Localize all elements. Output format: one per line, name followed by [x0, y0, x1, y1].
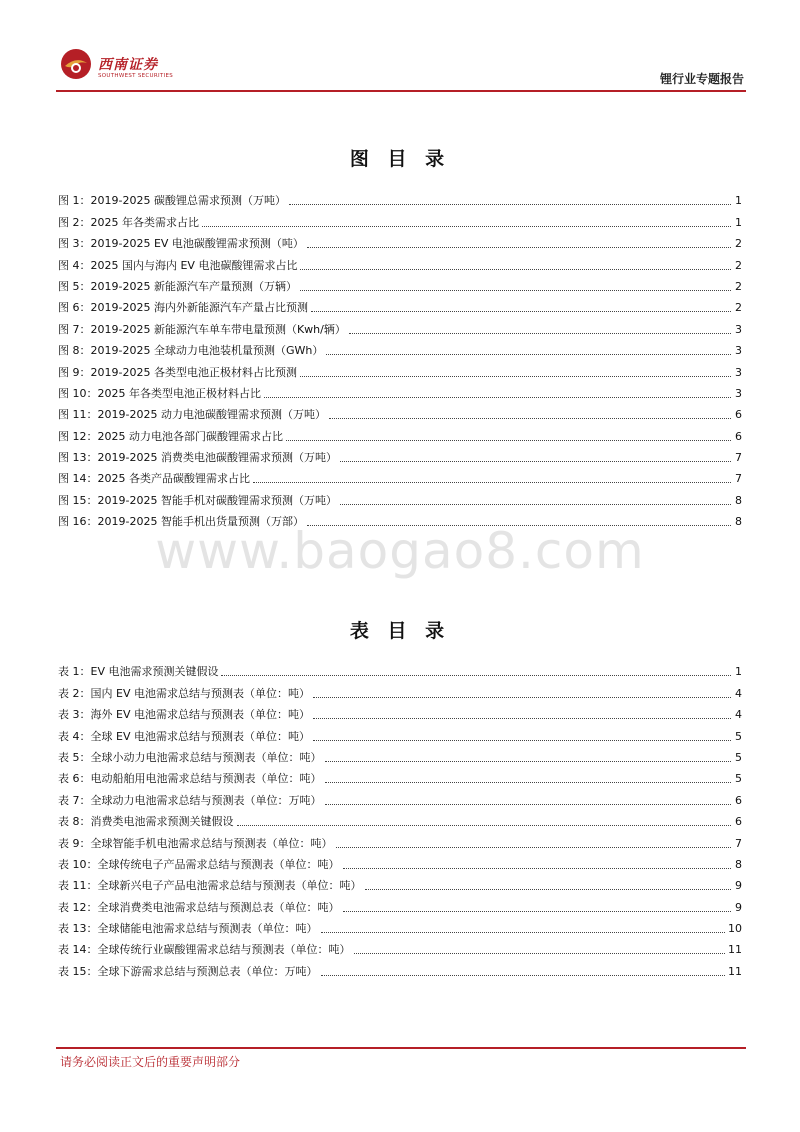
dot-leader: [307, 247, 731, 248]
table-entry-page-number: 5: [735, 729, 742, 743]
figure-entry-label: 图 9：2019-2025 各类型电池正极材料占比预测: [58, 365, 297, 379]
figure-entry-page-number: 2: [735, 258, 742, 272]
table-entry-label: 表 1：EV 电池需求预测关键假设: [58, 665, 219, 679]
dot-leader: [321, 975, 726, 976]
table-list-title: 表 目 录: [349, 620, 451, 642]
figure-entry[interactable]: [58, 187, 742, 208]
header-divider: [56, 90, 746, 92]
figure-entry[interactable]: [58, 273, 742, 294]
table-entry[interactable]: [58, 915, 742, 936]
dot-leader: [354, 953, 726, 954]
dot-leader: [365, 889, 732, 890]
table-entry-page-number: 11: [728, 964, 742, 978]
table-entry-page-number: 6: [735, 793, 742, 807]
figure-entry[interactable]: [58, 294, 742, 315]
dot-leader: [325, 804, 732, 805]
figure-entry-label: 图 14：2025 各类产品碳酸锂需求占比: [58, 472, 250, 486]
table-entry-page-number: 5: [735, 772, 742, 786]
report-type: 锂行业专题报告: [659, 72, 744, 86]
figure-entry[interactable]: [58, 208, 742, 229]
table-entry-page-number: 9: [735, 879, 742, 893]
figure-entry-label: 图 8：2019-2025 全球动力电池装机量预测（GWh）: [58, 344, 324, 358]
dot-leader: [343, 868, 732, 869]
figure-entry-label: 图 16：2019-2025 智能手机出货量预测（万部）: [58, 515, 304, 529]
table-entry-label: 表 7：全球动力电池需求总结与预测表（单位：万吨）: [58, 793, 322, 807]
table-entry[interactable]: [58, 808, 742, 829]
table-entry-page-number: 4: [735, 686, 742, 700]
figure-entry-page-number: 2: [735, 301, 742, 315]
table-entry-page-number: 5: [735, 750, 742, 764]
dot-leader: [340, 461, 731, 462]
table-entry[interactable]: [58, 722, 742, 743]
figure-entry[interactable]: [58, 251, 742, 272]
figure-entry-page-number: 1: [735, 194, 742, 208]
dot-leader: [313, 697, 731, 698]
table-entry-label: 表 3：海外 EV 电池需求总结与预测表（单位：吨）: [58, 708, 310, 722]
dot-leader: [253, 482, 731, 483]
figure-entry[interactable]: [58, 401, 742, 422]
dot-leader: [311, 311, 731, 312]
figure-entry[interactable]: [58, 486, 742, 507]
dot-leader: [300, 376, 731, 377]
table-list: [58, 658, 742, 979]
figure-entry-page-number: 1: [735, 215, 742, 229]
table-entry[interactable]: [58, 765, 742, 786]
figure-entry-label: 图 2：2025 年各类需求占比: [58, 215, 199, 229]
figure-entry-page-number: 6: [735, 408, 742, 422]
dot-leader: [343, 911, 732, 912]
figure-entry-page-number: 3: [735, 386, 742, 400]
table-entry[interactable]: [58, 658, 742, 679]
table-entry-label: 表 12：全球消费类电池需求总结与预测总表（单位：吨）: [58, 900, 340, 914]
dot-leader: [289, 204, 731, 205]
figure-entry[interactable]: [58, 337, 742, 358]
dot-leader: [329, 418, 731, 419]
table-entry[interactable]: [58, 701, 742, 722]
figure-entry-page-number: 8: [735, 493, 742, 507]
figure-entry-label: 图 15：2019-2025 智能手机对碳酸锂需求预测（万吨）: [58, 493, 337, 507]
dot-leader: [202, 226, 731, 227]
southwest-securities-logo-icon: [60, 48, 92, 80]
figure-entry-page-number: 3: [735, 344, 742, 358]
table-entry-label: 表 5：全球小动力电池需求总结与预测表（单位：吨）: [58, 750, 322, 764]
figure-entry[interactable]: [58, 465, 742, 486]
dot-leader: [325, 761, 732, 762]
figure-entry-label: 图 1：2019-2025 碳酸锂总需求预测（万吨）: [58, 194, 286, 208]
figure-entry[interactable]: [58, 315, 742, 336]
table-entry-page-number: 4: [735, 708, 742, 722]
table-entry[interactable]: [58, 829, 742, 850]
figure-entry-label: 图 4：2025 国内与海内 EV 电池碳酸锂需求占比: [58, 258, 298, 272]
dot-leader: [286, 440, 731, 441]
table-entry[interactable]: [58, 957, 742, 978]
table-entry-page-number: 10: [728, 922, 742, 936]
watermark: www.baogao8.com: [155, 522, 645, 580]
table-entry-label: 表 8：消费类电池需求预测关键假设: [58, 815, 234, 829]
figure-entry-page-number: 3: [735, 365, 742, 379]
figure-entry[interactable]: [58, 230, 742, 251]
dot-leader: [313, 718, 731, 719]
figure-entry[interactable]: [58, 422, 742, 443]
dot-leader: [264, 397, 731, 398]
figure-entry-label: 图 5：2019-2025 新能源汽车产量预测（万辆）: [58, 279, 297, 293]
figure-entry-label: 图 13：2019-2025 消费类电池碳酸锂需求预测（万吨）: [58, 451, 337, 465]
table-entry-label: 表 15：全球下游需求总结与预测总表（单位：万吨）: [58, 964, 318, 978]
figure-entry-page-number: 2: [735, 279, 742, 293]
dot-leader: [237, 825, 732, 826]
figure-entry-page-number: 8: [735, 515, 742, 529]
table-entry-label: 表 14：全球传统行业碳酸锂需求总结与预测表（单位：吨）: [58, 943, 351, 957]
dot-leader: [340, 504, 731, 505]
figure-entry-label: 图 3：2019-2025 EV 电池碳酸锂需求预测（吨）: [58, 237, 304, 251]
table-entry-page-number: 8: [735, 857, 742, 871]
dot-leader: [300, 269, 731, 270]
dot-leader: [336, 847, 732, 848]
dot-leader: [349, 333, 731, 334]
figure-list-title: 图 目 录: [349, 148, 451, 170]
figure-entry[interactable]: [58, 444, 742, 465]
table-entry[interactable]: [58, 872, 742, 893]
table-entry-label: 表 11：全球新兴电子产品电池需求总结与预测表（单位：吨）: [58, 879, 362, 893]
dot-leader: [321, 932, 726, 933]
table-entry[interactable]: [58, 744, 742, 765]
dot-leader: [325, 782, 732, 783]
figure-entry-page-number: 2: [735, 237, 742, 251]
table-entry-label: 表 6：电动船舶用电池需求总结与预测表（单位：吨）: [58, 772, 322, 786]
figure-entry-label: 图 12：2025 动力电池各部门碳酸锂需求占比: [58, 429, 283, 443]
table-entry-page-number: 7: [735, 836, 742, 850]
table-entry-page-number: 9: [735, 900, 742, 914]
figure-entry-label: 图 11：2019-2025 动力电池碳酸锂需求预测（万吨）: [58, 408, 326, 422]
table-entry[interactable]: [58, 893, 742, 914]
table-entry-label: 表 4：全球 EV 电池需求总结与预测表（单位：吨）: [58, 729, 310, 743]
dot-leader: [326, 354, 731, 355]
dot-leader: [221, 675, 731, 676]
figure-entry-page-number: 7: [735, 451, 742, 465]
figure-entry-page-number: 6: [735, 429, 742, 443]
logo-text: 西南证券: [98, 57, 158, 73]
table-entry[interactable]: [58, 851, 742, 872]
page-header: [56, 46, 746, 90]
logo-subtitle: SOUTHWEST SECURITIES: [98, 73, 174, 79]
table-entry-label: 表 9：全球智能手机电池需求总结与预测表（单位：吨）: [58, 836, 333, 850]
figure-entry-page-number: 3: [735, 322, 742, 336]
dot-leader: [300, 290, 731, 291]
figure-entry[interactable]: [58, 380, 742, 401]
figure-entry-page-number: 7: [735, 472, 742, 486]
table-entry-label: 表 2：国内 EV 电池需求总结与预测表（单位：吨）: [58, 686, 310, 700]
table-entry[interactable]: [58, 786, 742, 807]
disclaimer-note: 请务必阅读正文后的重要声明部分: [60, 1055, 241, 1069]
table-entry-page-number: 1: [735, 665, 742, 679]
table-entry-page-number: 6: [735, 815, 742, 829]
figure-entry[interactable]: [58, 358, 742, 379]
figure-entry-label: 图 10：2025 年各类型电池正极材料占比: [58, 386, 261, 400]
figure-entry-label: 图 6：2019-2025 海内外新能源汽车产量占比预测: [58, 301, 308, 315]
table-entry[interactable]: [58, 936, 742, 957]
table-entry-label: 表 13：全球储能电池需求总结与预测表（单位：吨）: [58, 922, 318, 936]
dot-leader: [313, 740, 731, 741]
table-entry-page-number: 11: [728, 943, 742, 957]
table-entry-label: 表 10：全球传统电子产品需求总结与预测表（单位：吨）: [58, 857, 340, 871]
figure-list: [58, 187, 742, 529]
table-entry[interactable]: [58, 679, 742, 700]
company-logo: [60, 48, 200, 86]
figure-entry-label: 图 7：2019-2025 新能源汽车单车带电量预测（Kwh/辆）: [58, 322, 346, 336]
footer-divider: [56, 1047, 746, 1049]
